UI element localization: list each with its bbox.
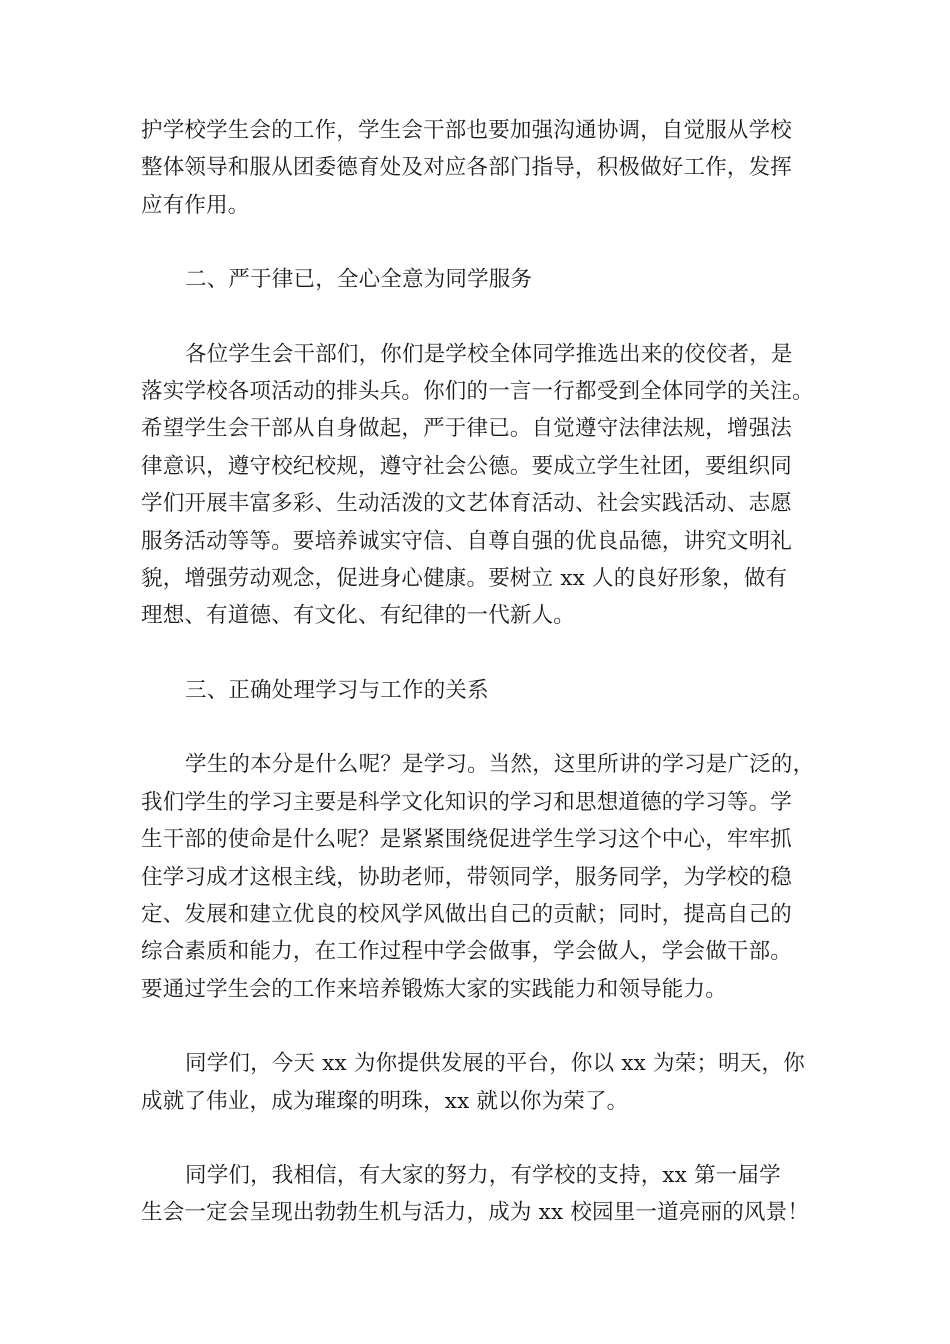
paragraph-spacer xyxy=(141,1120,831,1157)
text-line: 学生的本分是什么呢？是学习。当然，这里所讲的学习是广泛的， xyxy=(185,752,815,778)
paragraph-spacer xyxy=(141,224,831,261)
text-line: 成就了伟业，成为璀璨的明珠，xx 就以你为荣了。 xyxy=(141,1088,629,1114)
paragraph-platform xyxy=(141,1045,831,1120)
text-line: 综合素质和能力，在工作过程中学会做事，学会做人，学会做干部。 xyxy=(141,939,793,965)
text-line: 同学们，我相信，有大家的努力，有学校的支持，xx 第一届学 xyxy=(185,1162,781,1188)
paragraph-spacer xyxy=(141,1008,831,1045)
text-line: 貌，增强劳动观念，促进身心健康。要树立 xx 人的良好形象，做有 xyxy=(141,566,788,592)
paragraph-spacer xyxy=(141,299,831,336)
heading-line: 三、正确处理学习与工作的关系 xyxy=(185,677,489,703)
text-line: 理想、有道德、有文化、有纪律的一代新人。 xyxy=(141,603,576,629)
text-line: 希望学生会干部从自身做起，严于律已。自觉遵守法律法规，增强法 xyxy=(141,416,793,442)
text-line: 服务活动等等。要培养诚实守信、自尊自强的优良品德，讲究文明礼 xyxy=(141,528,793,554)
text-line: 各位学生会干部们，你们是学校全体同学推选出来的佼佼者，是 xyxy=(185,341,793,367)
text-line: 学们开展丰富多彩、生动活泼的文艺体育活动、社会实践活动、志愿 xyxy=(141,491,793,517)
text-line: 护学校学生会的工作，学生会干部也要加强沟通协调，自觉服从学校 xyxy=(141,118,793,143)
text-line: 律意识，遵守校纪校规，遵守社会公德。要成立学生社团，要组织同 xyxy=(141,453,793,479)
text-line: 同学们，今天 xx 为你提供发展的平台，你以 xx 为荣；明天，你 xyxy=(185,1051,805,1077)
text-line: 应有作用。 xyxy=(141,192,250,218)
text-line: 落实学校各项活动的排头兵。你们的一言一行都受到全体同学的关注。 xyxy=(141,379,814,405)
text-line: 定、发展和建立优良的校风学风做出自己的贡献；同时，提高自己的 xyxy=(141,901,793,927)
paragraph-study-and-work xyxy=(141,746,831,1008)
section-heading-three xyxy=(141,672,831,709)
text-line: 生会一定会呈现出勃勃生机与活力，成为 xx 校园里一道亮丽的风景！ xyxy=(141,1200,810,1226)
paragraph-self-discipline xyxy=(141,336,831,635)
paragraph-spacer xyxy=(141,709,831,746)
text-line: 住学习成才这根主线，协助老师，带领同学，服务同学，为学校的稳 xyxy=(141,864,793,890)
paragraph-student-union-work xyxy=(141,112,831,224)
section-heading-two xyxy=(141,261,831,298)
text-line: 生干部的使命是什么呢？是紧紧围绕促进学生学习这个中心，牢牢抓 xyxy=(141,827,793,853)
document-page xyxy=(141,112,831,1232)
heading-line: 二、严于律已，全心全意为同学服务 xyxy=(185,267,533,293)
text-line: 我们学生的学习主要是科学文化知识的学习和思想道德的学习等。学 xyxy=(141,789,793,815)
paragraph-spacer xyxy=(141,635,831,672)
paragraph-closing xyxy=(141,1157,831,1232)
text-line: 整体领导和服从团委德育处及对应各部门指导，积极做好工作，发挥 xyxy=(141,155,793,181)
text-line: 要通过学生会的工作来培养锻炼大家的实践能力和领导能力。 xyxy=(141,976,727,1002)
